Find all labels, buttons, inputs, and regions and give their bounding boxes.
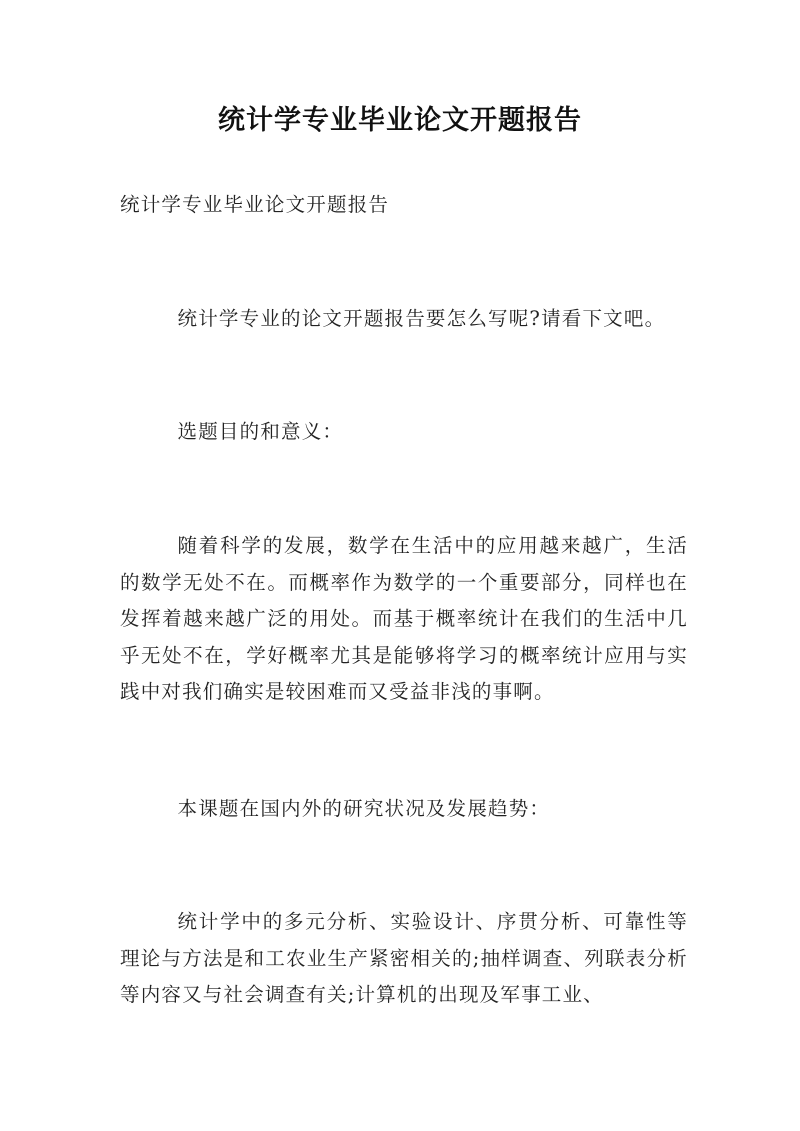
section-heading-status: 本课题在国内外的研究状况及发展趋势： <box>177 797 551 820</box>
document-title: 统计学专业毕业论文开题报告 <box>218 105 582 136</box>
section-heading-purpose: 选题目的和意义： <box>177 420 344 443</box>
paragraph-status: 统计学中的多元分析、实验设计、序贯分析、可靠性等理论与方法是和工农业生产紧密相关的;抽样调查、列联表分析等内容又与社会调查有关;计算机的出现及军事工业、 <box>120 910 688 1006</box>
document-subtitle: 统计学专业毕业论文开题报告 <box>120 193 390 216</box>
intro-paragraph: 统计学专业的论文开题报告要怎么写呢?请看下文吧。 <box>177 307 666 330</box>
paragraph-purpose: 随着科学的发展，数学在生活中的应用越来越广，生活的数学无处不在。而概率作为数学的一个重要部分，同样也在发挥着越来越广泛的用处。而基于概率统计在我们的生活中几乎无处不在，学好概率尤其是能够将学习的概率统计应用与实践中对我们确实是较困难而又受益非浅的事啊。 <box>120 534 688 703</box>
